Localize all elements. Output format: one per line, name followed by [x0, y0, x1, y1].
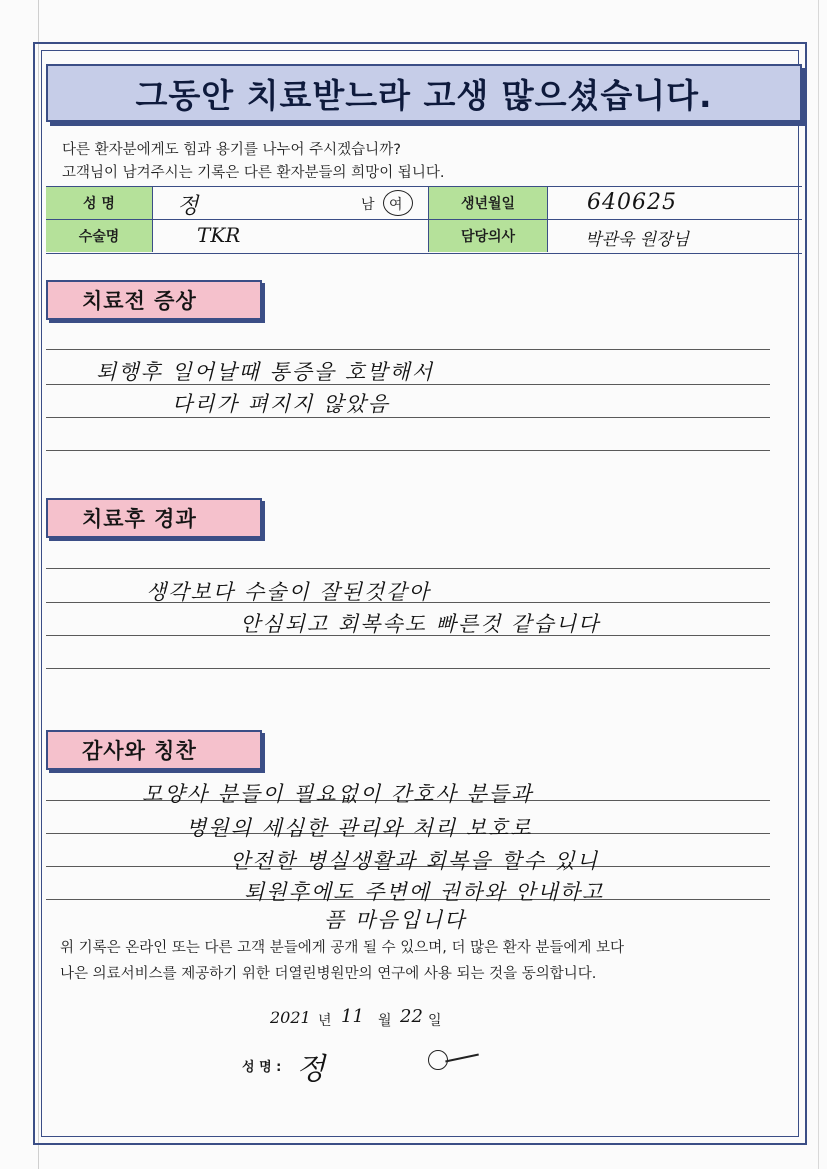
info-row-name [46, 187, 802, 220]
patient-info-table [46, 186, 802, 254]
after-text-line-1: 생각보다 수술이 잘된것같아 [146, 580, 431, 604]
before-text-line-2: 다리가 펴지지 않았음 [172, 392, 390, 416]
date-day-value: 22 [400, 1006, 423, 1027]
title-banner [46, 64, 802, 122]
after-text-line-2: 안심되고 회복속도 빠른것 같습니다 [240, 612, 601, 636]
gender-male-label: 남 [361, 197, 375, 213]
writing-rule [46, 417, 770, 418]
doctor-field[interactable] [547, 220, 802, 252]
thanks-text-line-2: 병원의 세심한 관리와 처리 보호로 [186, 816, 533, 840]
writing-rule [46, 568, 770, 569]
page-title: 그동안 치료받느라 고생 많으셨습니다. [135, 75, 713, 115]
writing-rule [46, 668, 770, 669]
scan-edge-right [818, 0, 819, 1169]
signature-label: 성 명 : [242, 1060, 282, 1075]
writing-rule [46, 349, 770, 350]
thanks-text-line-1: 모양사 분들이 필요없이 간호사 분들과 [142, 782, 534, 806]
name-field[interactable] [153, 187, 428, 219]
doctor-value: 박관욱 원장님 [585, 230, 689, 250]
surgery-value: TKR [197, 223, 241, 247]
intro-line-2: 고객님이 남겨주시는 기록은 다른 환자분들의 희망이 됩니다. [62, 165, 445, 181]
date-month-value: 11 [341, 1006, 364, 1027]
doctor-label: 담당의사 [428, 220, 548, 252]
signature-name[interactable]: 정 [296, 1052, 325, 1087]
name-value: 정 [177, 194, 199, 219]
thanks-text-line-4: 퇴원후에도 주변에 권하와 안내하고 [244, 880, 605, 904]
birth-value: 640625 [587, 190, 677, 215]
date-year-unit: 년 [318, 1013, 332, 1029]
section-thanks-heading: 감사와 칭찬 [46, 730, 262, 770]
writing-rule [46, 450, 770, 451]
birth-label: 생년월일 [428, 187, 548, 219]
info-row-surgery [46, 220, 802, 252]
before-text-line-1: 퇴행후 일어날때 통증을 호발해서 [96, 360, 435, 384]
thanks-text-line-5: 픔 마음입니다 [324, 908, 467, 932]
thanks-text-line-3: 안전한 병실생활과 회복을 할수 있니 [230, 849, 599, 873]
intro-line-1: 다른 환자분에게도 힘과 용기를 나누어 주시겠습니까? [62, 142, 401, 158]
date-year-value: 2021 [270, 1008, 311, 1027]
surgery-label: 수술명 [46, 220, 153, 252]
consent-line-1: 위 기록은 온라인 또는 다른 고객 분들에게 공개 될 수 있으며, 더 많은 환자 분들에게 보다 [60, 940, 624, 956]
signature-stamp-icon [428, 1050, 448, 1070]
surgery-field[interactable] [153, 220, 428, 252]
date-month-unit: 월 [378, 1013, 392, 1029]
gender-female-label: 여 [389, 197, 403, 213]
gender-selection-circle [383, 190, 413, 216]
signature-row [0, 1044, 827, 1087]
name-label: 성 명 [46, 187, 153, 219]
date-day-unit: 일 [428, 1013, 442, 1029]
birth-field[interactable] [547, 187, 802, 219]
section-after-heading: 치료후 경과 [46, 498, 262, 538]
section-before-heading: 치료전 증상 [46, 280, 262, 320]
date-row [0, 1006, 827, 1032]
consent-line-2: 나은 의료서비스를 제공하기 위한 더열린병원만의 연구에 사용 되는 것을 동의합니다. [60, 966, 597, 982]
